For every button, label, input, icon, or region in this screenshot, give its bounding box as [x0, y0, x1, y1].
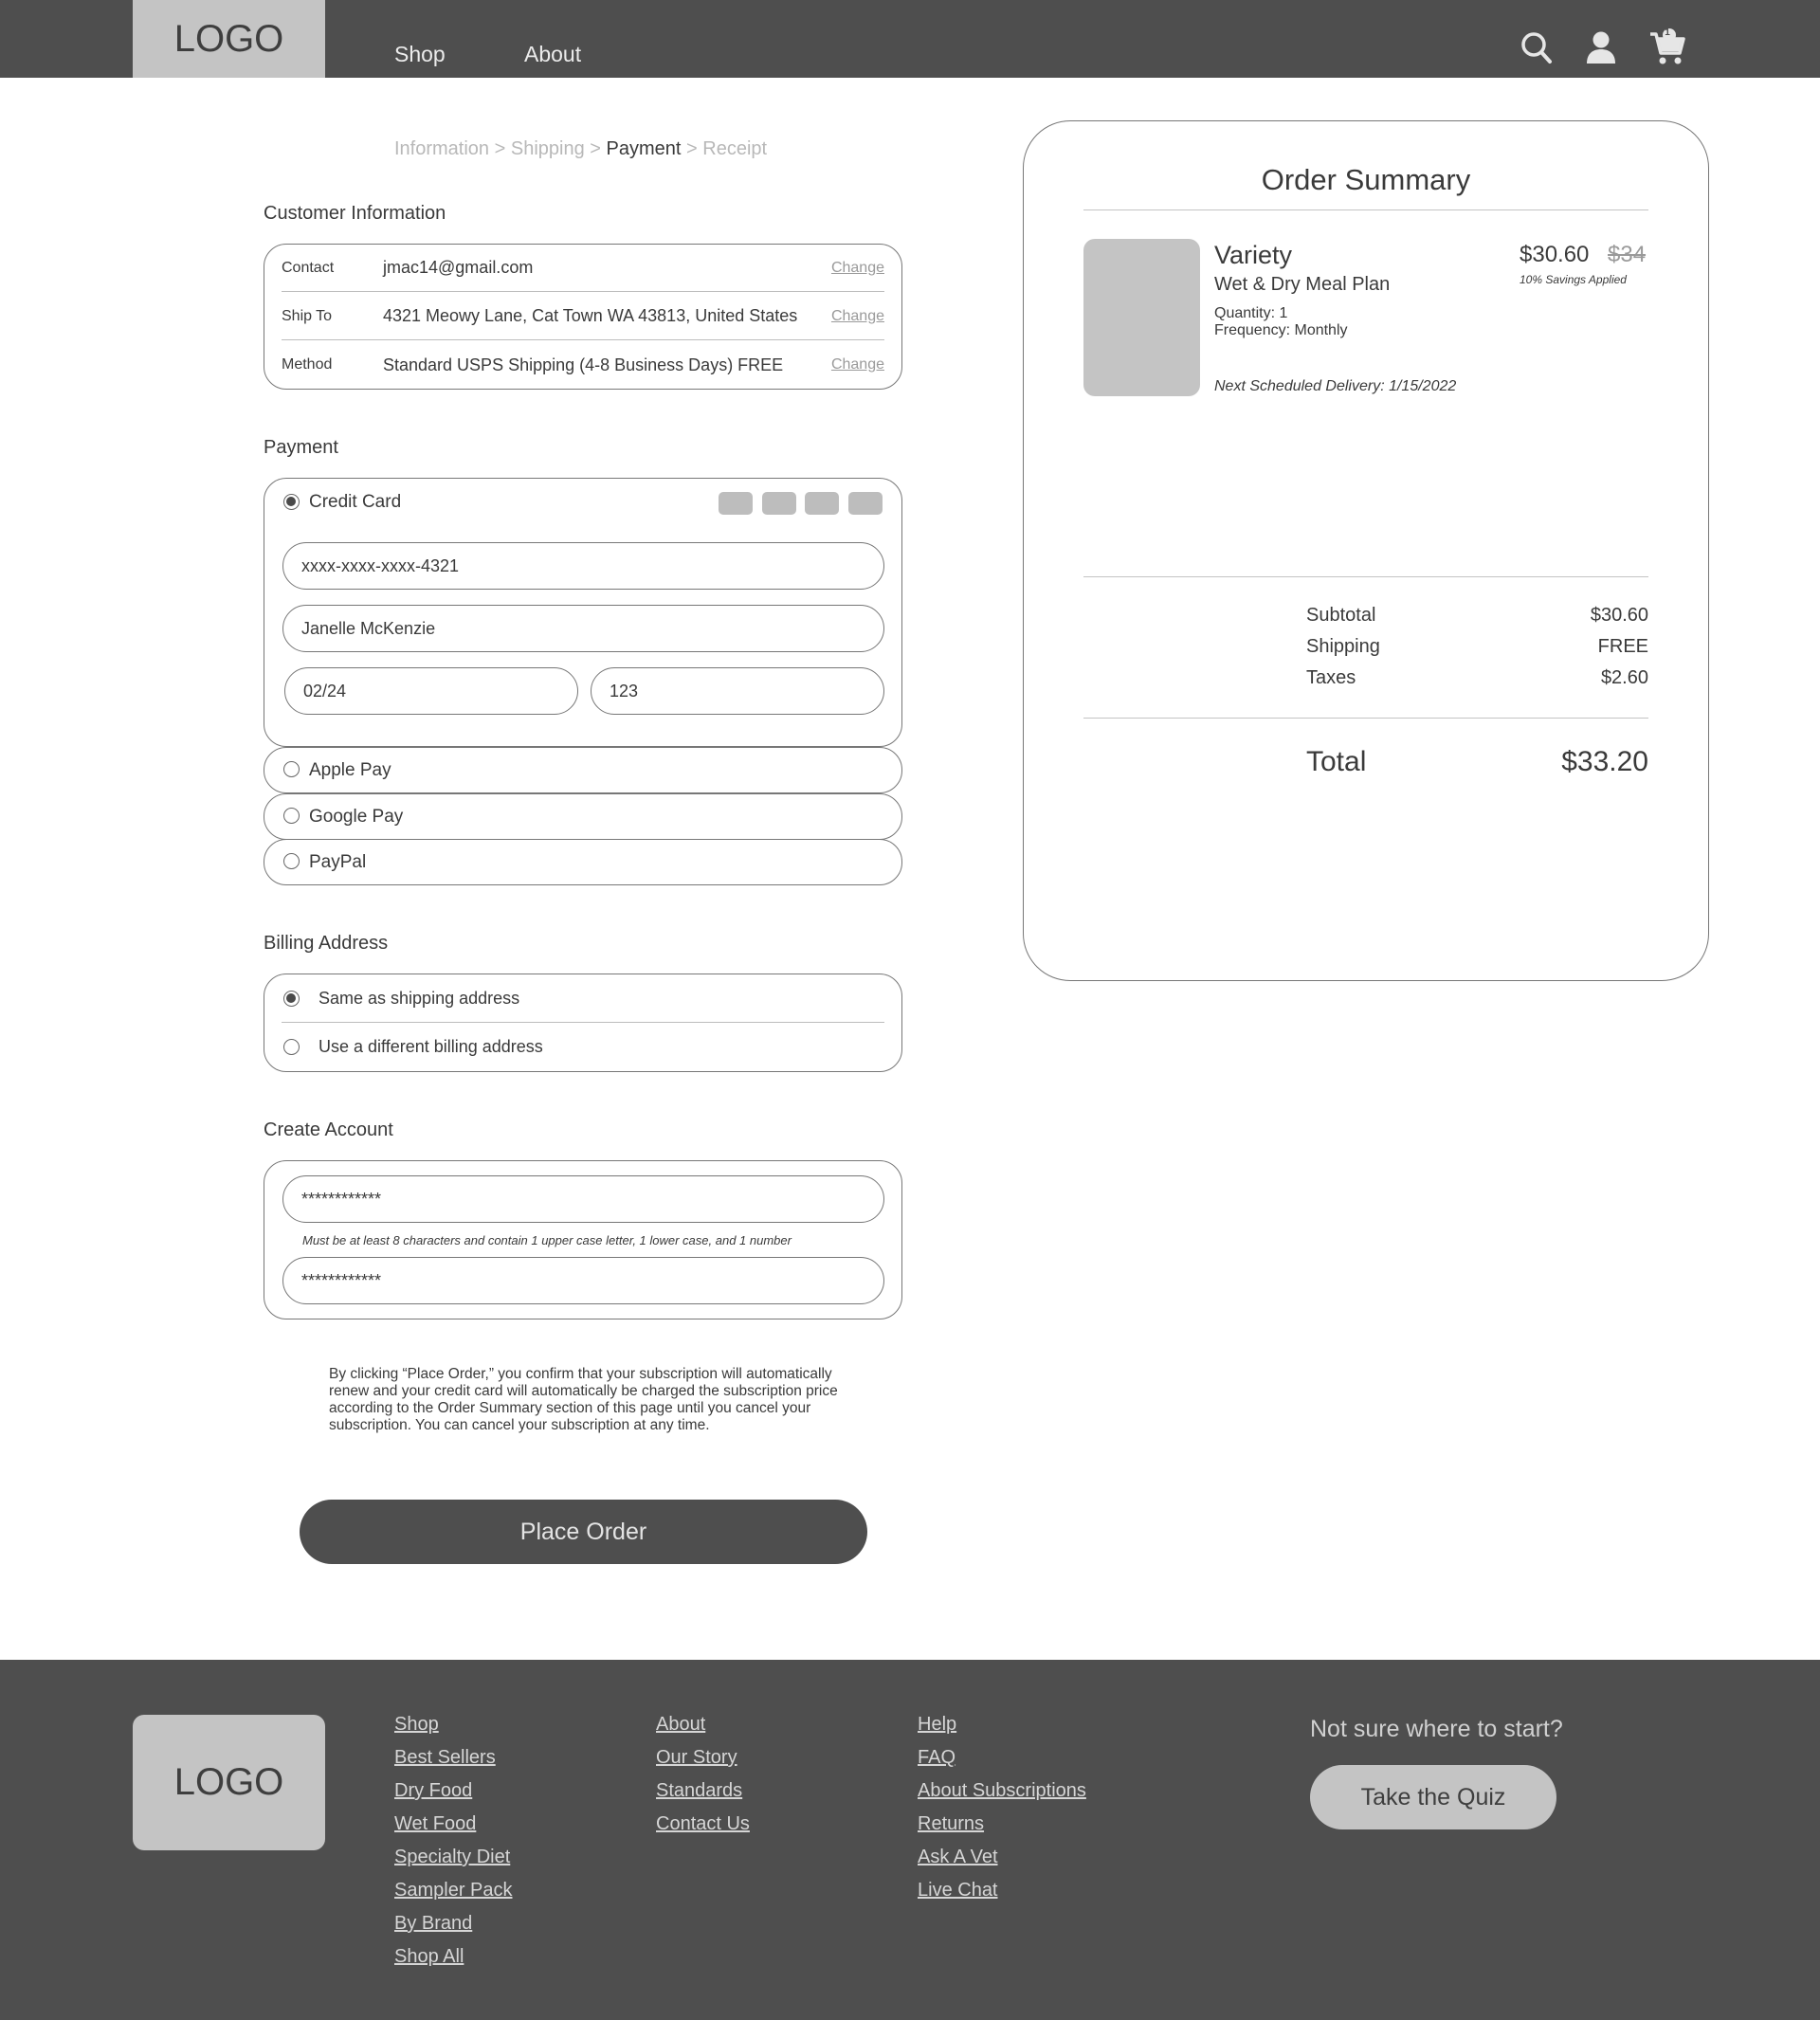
- create-account-box: [264, 1160, 902, 1319]
- footer-link-about-subscriptions[interactable]: About Subscriptions: [918, 1780, 1086, 1801]
- same-address-radio[interactable]: [283, 991, 300, 1007]
- password-hint: Must be at least 8 characters and contain 1 upper case letter, 1 lower case, and 1 number: [302, 1233, 792, 1247]
- footer-logo[interactable]: LOGO: [133, 1715, 325, 1850]
- card-brand-icon: [762, 492, 796, 515]
- paypal-label[interactable]: PayPal: [309, 852, 367, 872]
- breadcrumb-separator: >: [590, 138, 601, 159]
- site-footer: [0, 1660, 1820, 2020]
- ship-to-label: Ship To: [282, 307, 333, 324]
- credit-card-label[interactable]: Credit Card: [309, 492, 402, 512]
- taxes-value: $2.60: [1600, 667, 1648, 688]
- product-subtitle: Wet & Dry Meal Plan: [1214, 274, 1391, 295]
- footer-link-shop[interactable]: Shop: [394, 1714, 439, 1735]
- footer-link-specialty-diet[interactable]: Specialty Diet: [394, 1847, 511, 1867]
- expiry-input[interactable]: 02/24: [284, 667, 578, 715]
- billing-title: Billing Address: [264, 933, 389, 954]
- change-method-link[interactable]: Change: [830, 356, 884, 373]
- product-image: [1083, 239, 1200, 396]
- footer-link-by-brand[interactable]: By Brand: [394, 1913, 473, 1934]
- subtotal-label: Subtotal: [1306, 605, 1376, 626]
- different-address-label[interactable]: Use a different billing address: [318, 1037, 543, 1056]
- footer-help-column: [918, 1714, 1086, 1913]
- google-pay-radio[interactable]: [283, 808, 300, 824]
- product-quantity: Quantity: 1: [1214, 305, 1288, 321]
- place-order-button[interactable]: Place Order: [300, 1500, 867, 1564]
- product-name: Variety: [1214, 241, 1293, 269]
- change-ship-to-link[interactable]: Change: [830, 307, 884, 324]
- breadcrumb-separator: >: [494, 138, 506, 159]
- card-number-input[interactable]: xxxx-xxxx-xxxx-4321: [282, 542, 884, 590]
- cart-count-badge: 1: [1665, 27, 1670, 38]
- contact-value: jmac14@gmail.com: [383, 258, 534, 277]
- savings-note: 10% Savings Applied: [1520, 273, 1627, 286]
- method-label: Method: [282, 356, 333, 373]
- breadcrumb-separator: >: [686, 138, 698, 159]
- ship-to-value: 4321 Meowy Lane, Cat Town WA 43813, United States: [383, 306, 798, 325]
- contact-row: [282, 245, 884, 292]
- subtotal-value: $30.60: [1590, 605, 1648, 626]
- total-value: $33.20: [1561, 746, 1648, 777]
- method-row: [282, 341, 884, 389]
- credit-card-panel: [264, 478, 902, 747]
- footer-about-column: [656, 1714, 750, 1847]
- nav-shop-link[interactable]: Shop: [394, 42, 446, 66]
- apple-pay-option[interactable]: [264, 747, 902, 793]
- billing-address-box: [264, 974, 902, 1072]
- next-delivery: Next Scheduled Delivery: 1/15/2022: [1214, 378, 1457, 394]
- password-input[interactable]: ************: [282, 1175, 884, 1223]
- account-icon[interactable]: [1585, 30, 1617, 64]
- google-pay-option[interactable]: [264, 793, 902, 840]
- product-frequency: Frequency: Monthly: [1214, 322, 1348, 338]
- footer-link-about[interactable]: About: [656, 1714, 706, 1735]
- cvv-input[interactable]: 123: [591, 667, 884, 715]
- footer-link-contact-us[interactable]: Contact Us: [656, 1813, 750, 1834]
- breadcrumb-information[interactable]: Information: [394, 138, 490, 159]
- summary-divider: [1083, 209, 1648, 210]
- take-quiz-button[interactable]: Take the Quiz: [1310, 1765, 1556, 1829]
- footer-link-standards[interactable]: Standards: [656, 1780, 743, 1801]
- order-summary-title: Order Summary: [1261, 163, 1471, 196]
- breadcrumb-payment: Payment: [606, 138, 682, 159]
- method-value: Standard USPS Shipping (4-8 Business Days) FREE: [383, 355, 784, 374]
- footer-link-sampler-pack[interactable]: Sampler Pack: [394, 1880, 513, 1901]
- card-brand-icon: [805, 492, 839, 515]
- shipping-value: FREE: [1597, 636, 1648, 657]
- footer-link-best-sellers[interactable]: Best Sellers: [394, 1747, 496, 1768]
- footer-link-our-story[interactable]: Our Story: [656, 1747, 737, 1768]
- footer-link-help[interactable]: Help: [918, 1714, 957, 1735]
- summary-divider: [1083, 576, 1648, 577]
- create-account-title: Create Account: [264, 1119, 393, 1140]
- card-brand-icon: [848, 492, 883, 515]
- summary-divider: [1083, 718, 1648, 719]
- shipping-label: Shipping: [1306, 636, 1380, 657]
- confirm-password-input[interactable]: ************: [282, 1257, 884, 1304]
- quiz-prompt: Not sure where to start?: [1310, 1716, 1563, 1742]
- billing-divider: [282, 1022, 884, 1023]
- footer-link-faq[interactable]: FAQ: [918, 1747, 956, 1768]
- ship-to-row: [282, 293, 884, 340]
- same-address-label[interactable]: Same as shipping address: [318, 989, 520, 1008]
- subscription-disclaimer: By clicking “Place Order,” you confirm that your subscription will automatically renew and your credit card will automatically be charged the subscription price according to the Order Summary section of this page until you cancel your subscription. You can cancel your subscription at any time.: [329, 1366, 838, 1433]
- contact-label: Contact: [282, 259, 335, 276]
- nav-about-link[interactable]: About: [524, 42, 582, 66]
- different-address-radio[interactable]: [283, 1039, 300, 1055]
- order-summary-card: [1023, 120, 1709, 981]
- footer-link-ask-a-vet[interactable]: Ask A Vet: [918, 1847, 998, 1867]
- product-price: $30.60: [1520, 242, 1590, 267]
- change-contact-link[interactable]: Change: [830, 259, 884, 276]
- customer-info-title: Customer Information: [264, 203, 446, 224]
- cardholder-name-input[interactable]: Janelle McKenzie: [282, 605, 884, 652]
- footer-shop-column: [394, 1714, 513, 1979]
- breadcrumb-shipping[interactable]: Shipping: [510, 138, 585, 159]
- footer-link-wet-food[interactable]: Wet Food: [394, 1813, 477, 1834]
- card-brand-icon: [719, 492, 753, 515]
- paypal-option[interactable]: [264, 839, 902, 885]
- google-pay-label[interactable]: Google Pay: [309, 807, 404, 827]
- apple-pay-radio[interactable]: [283, 761, 300, 777]
- total-label: Total: [1306, 746, 1367, 777]
- header-logo[interactable]: LOGO: [133, 0, 325, 78]
- product-original-price: $34: [1608, 242, 1647, 267]
- footer-link-returns[interactable]: Returns: [918, 1813, 985, 1834]
- breadcrumb-receipt: Receipt: [702, 138, 768, 159]
- credit-card-radio[interactable]: [283, 494, 300, 510]
- site-header: [0, 0, 1820, 78]
- apple-pay-label[interactable]: Apple Pay: [309, 760, 391, 780]
- footer-link-dry-food[interactable]: Dry Food: [394, 1780, 473, 1801]
- taxes-label: Taxes: [1306, 667, 1356, 688]
- customer-info-box: [264, 244, 902, 390]
- footer-link-shop-all[interactable]: Shop All: [394, 1946, 464, 1967]
- paypal-radio[interactable]: [283, 853, 300, 869]
- search-icon[interactable]: [1520, 31, 1553, 65]
- payment-title: Payment: [264, 437, 338, 458]
- footer-link-live-chat[interactable]: Live Chat: [918, 1880, 998, 1901]
- checkout-breadcrumb: [394, 138, 767, 160]
